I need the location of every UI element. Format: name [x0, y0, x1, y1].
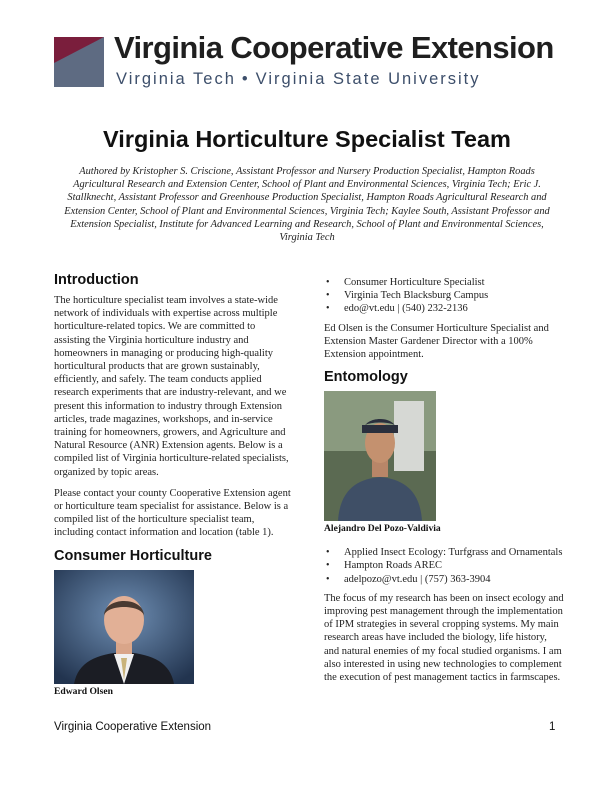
entomology-bio: The focus of my research has been on insect ecology and improving pest management through the implementation of IPM strategies in several cropping systems. My main research areas have included the biology, life history, and natural enemies of my focal studied organisms. I am also interested in using new technologies to complement the execution of pest management tactics in farmscapes.	[324, 592, 564, 684]
org-sub-separator: •	[241, 70, 250, 88]
consumer-horticulture-heading: Consumer Horticulture	[54, 547, 212, 564]
introduction-heading: Introduction	[54, 272, 139, 288]
alejandro-del-pozo-caption: Alejandro Del Pozo-Valdivia	[324, 523, 441, 535]
entomology-heading: Entomology	[324, 369, 408, 386]
list-item: • Hampton Roads AREC	[344, 559, 564, 572]
org-name: Virginia Cooperative Extension	[114, 30, 554, 65]
org-sub-left: Virginia Tech	[116, 70, 236, 88]
consumer-email-phone[interactable]: • edo@vt.edu | (540) 232-2136	[344, 302, 564, 315]
introduction-paragraph-2: Please contact your county Cooperative Extension agent or horticulture team specialist for assistance. Below is a compiled list of the horticulture specialist team, including contact information and location (table 1).	[54, 487, 291, 539]
footer-org: Virginia Cooperative Extension	[54, 721, 212, 733]
list-item: • Virginia Tech Blacksburg Campus	[344, 289, 564, 302]
edward-olsen-caption: Edward Olsen	[54, 685, 113, 697]
left-column	[54, 272, 294, 709]
vce-logo-icon	[54, 37, 104, 87]
list-item: • Consumer Horticulture Specialist	[344, 276, 564, 289]
right-column	[324, 276, 564, 692]
authors-credit: Authored by Kristopher S. Criscione, Assistant Professor and Nursery Production Specialist, Hampton Roads Agricultural Research and Extension Center, School of Plant and Environmental Sciences, Virginia Tech; Eric J. Stallknecht, Assistant Professor and Greenhouse Production Specialist, Hampton Roads Agricultural Research and Extension Center, School of Plant and Environmental Sciences, Virginia Tech; Kaylee South, Assistant Professor and Extension Specialist, Institute for Advanced Learning and Research, School of Plant and Environmental Sciences, Virginia Tech	[64, 166, 550, 244]
alejandro-del-pozo-photo	[324, 391, 436, 521]
list-item: • Applied Insect Ecology: Turfgrass and Ornamentals	[344, 546, 564, 559]
consumer-contact-list	[324, 276, 564, 316]
entomology-contact-list	[324, 546, 564, 586]
entomology-email-phone[interactable]: • adelpozo@vt.edu | (757) 363-3904	[344, 573, 564, 586]
document-title: Virginia Horticulture Specialist Team	[103, 126, 511, 152]
consumer-bio: Ed Olsen is the Consumer Horticulture Specialist and Extension Master Gardener Director with a 100% Extension appointment.	[324, 322, 549, 361]
edward-olsen-photo	[54, 570, 194, 684]
org-subtitle	[116, 70, 481, 89]
org-sub-right: Virginia State University	[255, 70, 481, 88]
introduction-paragraph-1: The horticulture specialist team involves a state-wide network of individuals with expertise across multiple horticulture-related topics. We are committed to assisting the Virginia horticulture industry and homeowners in managing or producing high-quality horticultural products that are grown sustainably, efficiently, and safely. The team conducts applied research experiments that are industry-relevant, and we present this information to industry through Extension articles, trade magazines, workshops, and in-service training for homeowners, growers, and Agriculture and Natural Resource (ANR) Extension agents. Below is a compiled list of Virginia horticulture-related specialists, organized by topic areas.	[54, 295, 289, 478]
page-number: 1	[549, 721, 556, 733]
